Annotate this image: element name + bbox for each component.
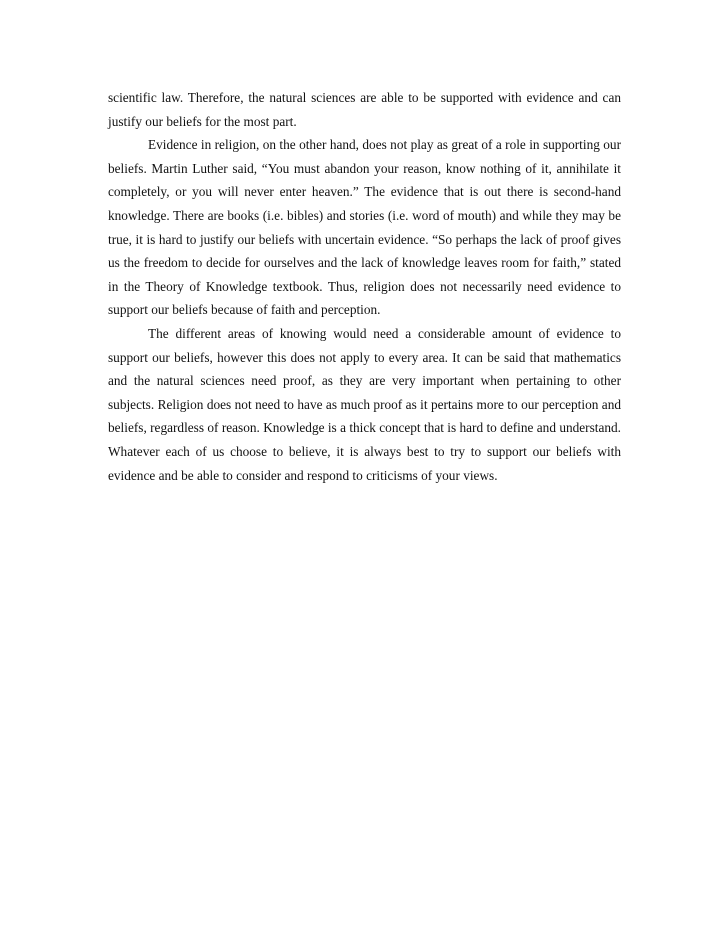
paragraph-2: Evidence in religion, on the other hand, does not play as great of a role in supporting our beliefs. Martin Luther said, “You must abandon your reason, know nothing of it, annihilate it completely, or you will never enter heaven.” The evidence that is out there is second-hand knowledge. There are books (i.e. bibles) and stories (i.e. word of mouth) and while they may be true, it is hard to justify our beliefs with uncertain evidence. “So perhaps the lack of proof gives us the freedom to decide for ourselves and the lack of knowledge leaves room for faith,” stated in the Theory of Knowledge textbook. Thus, religion does not necessarily need evidence to support our beliefs because of faith and perception. xyxy=(108,137,621,318)
paragraph-1: scientific law. Therefore, the natural sciences are able to be supported with evidence and can justify our beliefs for the most part. xyxy=(108,90,621,129)
paragraph-3: The different areas of knowing would need a considerable amount of evidence to support our beliefs, however this does not apply to every area. It can be said that mathematics and the natural sciences need proof, as they are very important when pertaining to other subjects. Religion does not need to have as much proof as it pertains more to our perception and beliefs, regardless of reason. Knowledge is a thick concept that is hard to define and understand. Whatever each of us choose to believe, it is always best to try to support our beliefs with evidence and be able to consider and respond to criticisms of your views. xyxy=(108,325,621,483)
document-body xyxy=(108,86,621,487)
